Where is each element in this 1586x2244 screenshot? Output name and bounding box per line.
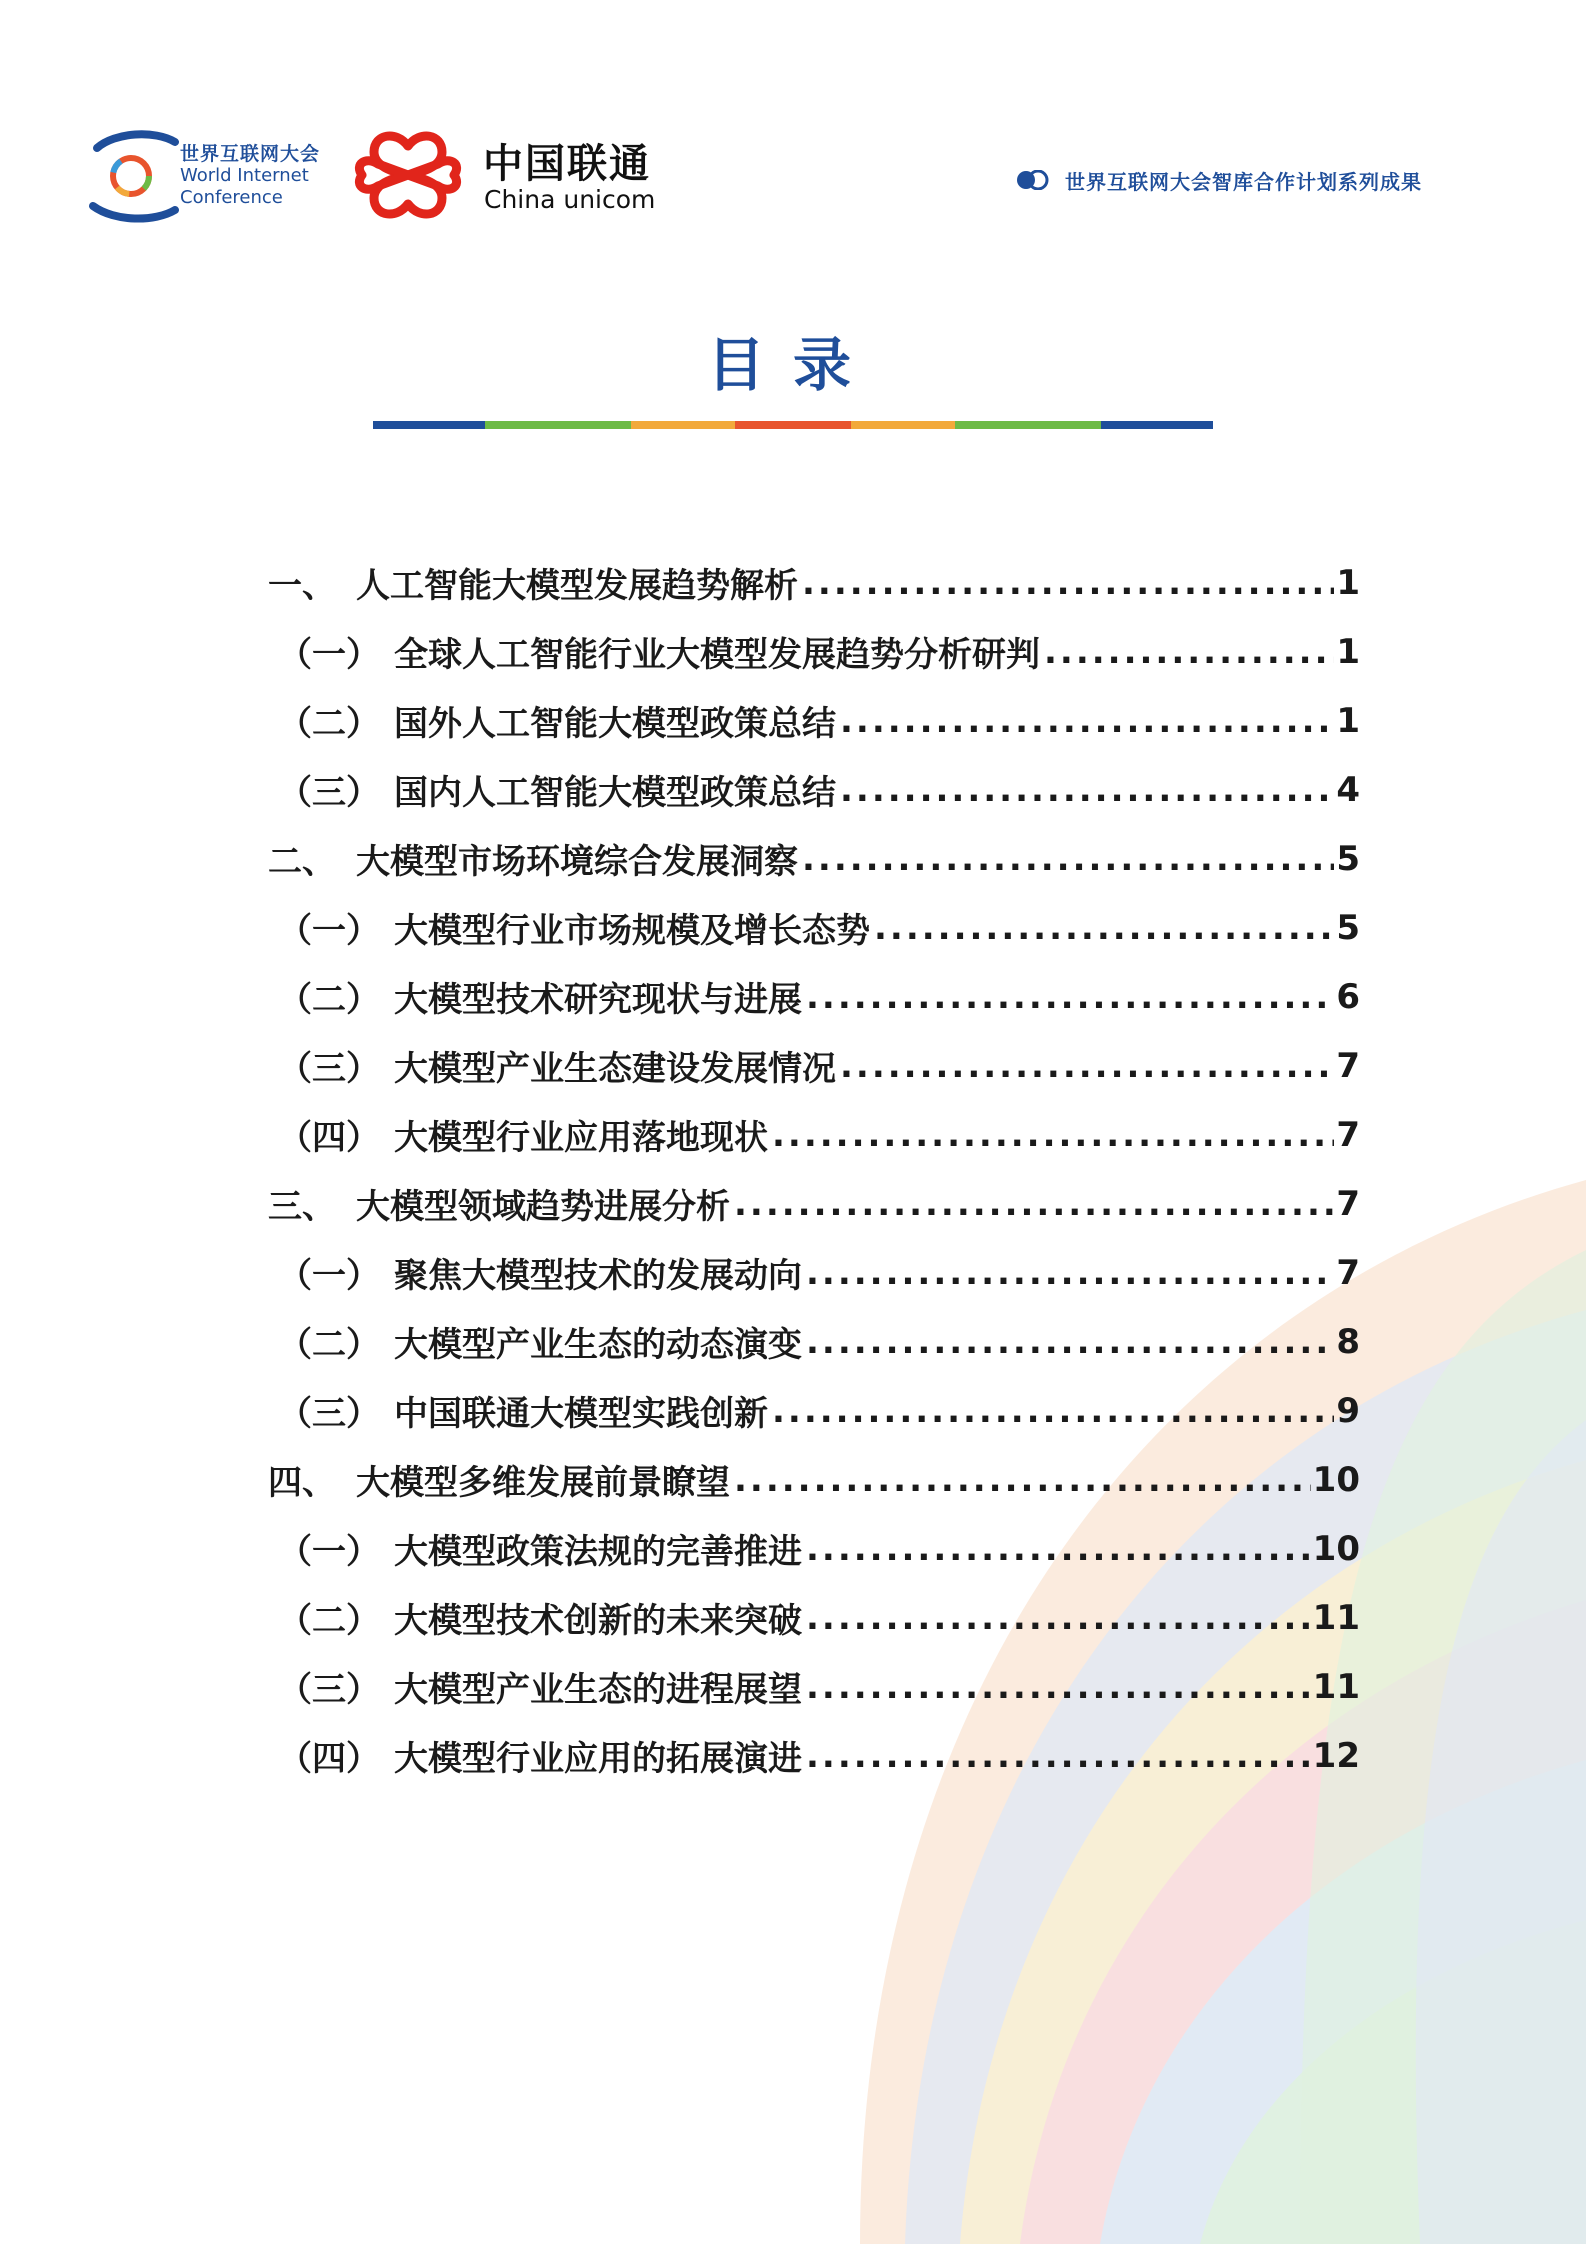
toc-chapter-entry[interactable]: [268, 548, 1360, 617]
toc-entry-number: （二）: [278, 1325, 380, 1365]
toc-entry-title: 大模型领域趋势进展分析: [356, 1187, 730, 1227]
toc-section-entry[interactable]: [268, 755, 1360, 824]
china-unicom-knot-logo-icon: [348, 126, 468, 224]
toc-entry-title: 大模型多维发展前景瞭望: [356, 1463, 730, 1503]
toc-section-entry[interactable]: [268, 893, 1360, 962]
toc-dot-leader: [840, 1046, 1334, 1086]
toc-entry-title: 人工智能大模型发展趋势解析: [356, 566, 798, 606]
toc-entry-title: 大模型行业市场规模及增长态势: [394, 911, 870, 951]
page-title: 目录: [706, 331, 879, 399]
toc-entry-page: 5: [1336, 838, 1360, 879]
toc-entry-number: （一）: [278, 911, 380, 951]
toc-entry-page: 9: [1336, 1390, 1360, 1431]
toc-section-entry[interactable]: [268, 1721, 1360, 1790]
toc-section-entry[interactable]: [268, 1376, 1360, 1445]
toc-entry-title: 全球人工智能行业大模型发展趋势分析研判: [394, 635, 1040, 675]
toc-entry-page: 11: [1312, 1597, 1360, 1638]
toc-dot-leader: [802, 563, 1334, 603]
toc-chapter-entry[interactable]: [268, 1169, 1360, 1238]
toc-entry-title: 中国联通大模型实践创新: [394, 1394, 768, 1434]
toc-section-entry[interactable]: [268, 1307, 1360, 1376]
title-bar-segment: [1101, 421, 1213, 429]
toc-dot-leader: [734, 1184, 1334, 1224]
toc-entry-page: 7: [1336, 1252, 1360, 1293]
toc-entry-number: （二）: [278, 1601, 380, 1641]
toc-entry-title: 大模型政策法规的完善推进: [394, 1532, 802, 1572]
toc-dot-leader: [874, 908, 1334, 948]
toc-dot-leader: [802, 839, 1334, 879]
toc-entry-page: 7: [1336, 1045, 1360, 1086]
title-bar-segment: [851, 421, 955, 429]
wic-name-cn: 世界互联网大会: [180, 143, 321, 165]
toc-entry-number: （四）: [278, 1739, 380, 1779]
toc-entry-title: 大模型产业生态的进程展望: [394, 1670, 802, 1710]
toc-dot-leader: [806, 1598, 1311, 1638]
toc-entry-number: （二）: [278, 980, 380, 1020]
toc-entry-number: （一）: [278, 1256, 380, 1296]
title-bar-segment: [485, 421, 631, 429]
toc-entry-title: 国内人工智能大模型政策总结: [394, 773, 836, 813]
world-internet-conference-logo-icon: [85, 128, 183, 224]
toc-entry-number: 一、: [268, 566, 336, 606]
toc-entry-page: 8: [1336, 1321, 1360, 1362]
toc-entry-title: 大模型市场环境综合发展洞察: [356, 842, 798, 882]
page-header: [0, 0, 1586, 260]
toc-chapter-entry[interactable]: [268, 824, 1360, 893]
toc-section-entry[interactable]: [268, 1238, 1360, 1307]
toc-dot-leader: [840, 701, 1334, 741]
toc-entry-page: 7: [1336, 1114, 1360, 1155]
toc-section-entry[interactable]: [268, 1031, 1360, 1100]
toc-section-entry[interactable]: [268, 1583, 1360, 1652]
title-bar-segment: [735, 421, 851, 429]
toc-dot-leader: [734, 1460, 1311, 1500]
toc-section-entry[interactable]: [268, 1514, 1360, 1583]
title-bar-segment: [955, 421, 1101, 429]
toc-entry-number: 三、: [268, 1187, 336, 1227]
toc-dot-leader: [806, 1529, 1311, 1569]
series-label: [1015, 166, 1422, 195]
toc-entry-page: 10: [1312, 1459, 1360, 1500]
toc-dot-leader: [806, 1253, 1334, 1293]
toc-entry-title: 聚焦大模型技术的发展动向: [394, 1256, 802, 1296]
toc-dot-leader: [806, 1736, 1311, 1776]
toc-entry-number: （一）: [278, 635, 380, 675]
toc-section-entry[interactable]: [268, 617, 1360, 686]
toc-entry-number: （三）: [278, 1394, 380, 1434]
toc-dot-leader: [806, 977, 1334, 1017]
toc-chapter-entry[interactable]: [268, 1445, 1360, 1514]
toc-entry-page: 11: [1312, 1666, 1360, 1707]
toc-entry-title: 大模型行业应用的拓展演进: [394, 1739, 802, 1779]
toc-entry-number: 四、: [268, 1463, 336, 1503]
toc-entry-page: 12: [1312, 1735, 1360, 1776]
title-color-bar: [373, 421, 1213, 429]
toc-entry-page: 1: [1336, 562, 1360, 603]
title-bar-segment: [373, 421, 485, 429]
toc-entry-number: （三）: [278, 1670, 380, 1710]
toc-entry-number: 二、: [268, 842, 336, 882]
series-label-text: 世界互联网大会智库合作计划系列成果: [1065, 170, 1422, 194]
toc-dot-leader: [772, 1115, 1334, 1155]
china-unicom-name-cn: 中国联通: [483, 141, 651, 187]
toc-dot-leader: [806, 1667, 1311, 1707]
toc-entry-number: （一）: [278, 1532, 380, 1572]
china-unicom-name-en: China unicom: [484, 185, 656, 214]
toc-section-entry[interactable]: [268, 686, 1360, 755]
toc-dot-leader: [1044, 632, 1334, 672]
toc-entry-number: （二）: [278, 704, 380, 744]
toc-entry-title: 大模型行业应用落地现状: [394, 1118, 768, 1158]
toc-entry-page: 6: [1336, 976, 1360, 1017]
toc-entry-page: 10: [1312, 1528, 1360, 1569]
toc-entry-title: 大模型技术创新的未来突破: [394, 1601, 802, 1641]
toc-dot-leader: [840, 770, 1334, 810]
toc-entry-number: （四）: [278, 1118, 380, 1158]
toc-entry-title: 大模型产业生态建设发展情况: [394, 1049, 836, 1089]
toc-entry-page: 5: [1336, 907, 1360, 948]
toc-entry-title: 国外人工智能大模型政策总结: [394, 704, 836, 744]
toc-section-entry[interactable]: [268, 1652, 1360, 1721]
table-of-contents: [268, 548, 1360, 1790]
wic-logo-text: [180, 143, 320, 209]
toc-entry-page: 1: [1336, 631, 1360, 672]
toc-entry-title: 大模型技术研究现状与进展: [394, 980, 802, 1020]
toc-entry-page: 7: [1336, 1183, 1360, 1224]
toc-entry-page: 1: [1336, 700, 1360, 741]
toc-dot-leader: [772, 1391, 1334, 1431]
toc-dot-leader: [806, 1322, 1334, 1362]
toc-section-entry[interactable]: [268, 962, 1360, 1031]
toc-entry-page: 4: [1336, 769, 1360, 810]
toc-section-entry[interactable]: [268, 1100, 1360, 1169]
wic-name-en-line2: Conference: [180, 187, 283, 208]
toc-entry-number: （三）: [278, 773, 380, 813]
toc-entry-number: （三）: [278, 1049, 380, 1089]
toc-entry-title: 大模型产业生态的动态演变: [394, 1325, 802, 1365]
wic-name-en-line1: World Internet: [180, 165, 309, 186]
title-bar-segment: [631, 421, 735, 429]
